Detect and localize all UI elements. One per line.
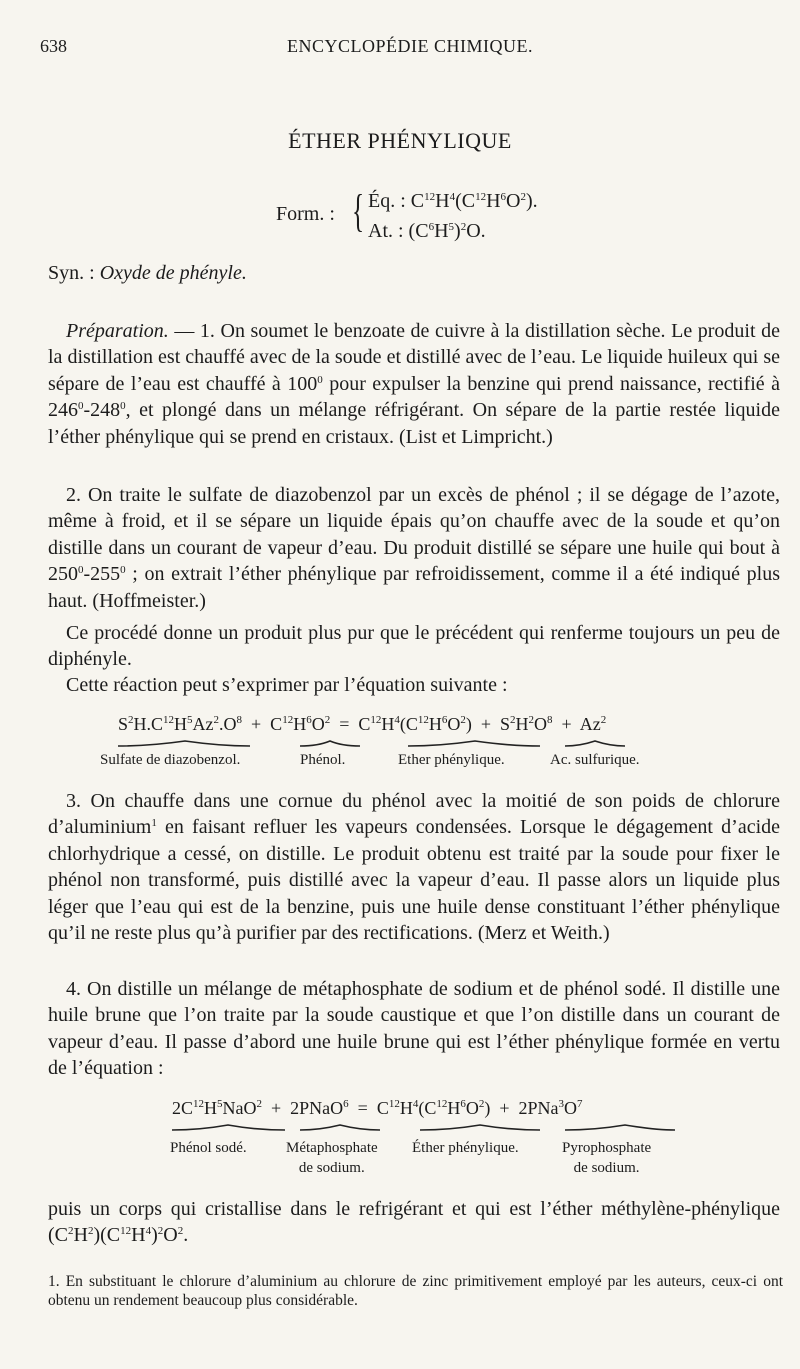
running-title: ENCYCLOPÉDIE CHIMIQUE. (287, 36, 533, 56)
formula-equivalent: Éq. : $C^{12}H^4(C^{12}H^6O^2)$. (368, 190, 538, 212)
equation-1-label-3: Ether phénylique. (398, 752, 505, 768)
paragraph-equation-intro: Cette réaction peut s’exprimer par l’équation suivante : (66, 674, 508, 696)
method-1-text: — 1. On soumet le benzoate de cuivre à la distillation sèche. Le produit de la distillation est chauffé avec de la soude et distillé avec de l’eau. Le liquide huileux qui se sépare de l’eau est chauffé à $100^0$ pour expulser la benzine qui prend naissance, rectifié à $246^0-248^0$, et plongé dans un mélange réfrigérant. On sépare de la partie restée liquide l’éther phénylique qui se prend en cristaux. (List et Limpricht.) (48, 320, 780, 448)
paragraph-method-2: 2. On traite le sulfate de diazobenzol par un excès de phénol ; il se dégage de l’azote, même à froid, et il se sépare un liquide épais qu’on chauffe avec de la soude et qu’on distille dans un courant de vapeur d’eau. Du produit distillé se sépare une huile qui bout à $250^0-255^0$ ; on extrait l’éther phénylique par refroidissement, comme il a été indiqué plus haut. (Hoffmeister.) (48, 484, 780, 612)
formula-label: Form. : (276, 203, 335, 225)
paragraph-method-1 (48, 318, 780, 450)
section-title: ÉTHER PHÉNYLIQUE (288, 128, 512, 153)
formula-brace: { (352, 185, 365, 236)
equation-1-label-4: Ac. sulfurique. (550, 752, 640, 768)
brace-2 (300, 741, 360, 746)
synonym-label: Syn. : (48, 262, 95, 284)
brace-1 (172, 1125, 285, 1130)
page-header (40, 36, 780, 60)
equation-1-braces (0, 738, 800, 752)
synonym-value: Oxyde de phényle. (99, 262, 247, 284)
brace-2 (300, 1125, 380, 1130)
equation-2: $2C^{12}H^5NaO^2$ + 2PNaO$^6$ = $C^{12}H^4(C^{12}H^6O^2) + 2PNa^3O^7$ (172, 1098, 583, 1118)
brace-4 (565, 1125, 675, 1130)
paragraph-byproduct: puis un corps qui cristallise dans le refrigérant et qui est l’éther méthylène-phénylique $(C^2H^2)(C^{12}H^4)^2O^2$. (48, 1198, 780, 1247)
footnote: 1. En substituant le chlorure d’aluminium au chlorure de zinc primitivement employé par les auteurs, ceux-ci ont obtenu un rendement beaucoup plus considérable. (48, 1273, 783, 1309)
equation-2-label-2: Métaphosphate de sodium. (286, 1140, 378, 1176)
equation-2-braces (0, 1122, 800, 1136)
synonym-line (48, 262, 247, 285)
equation-2-label-4: Pyrophosphate de sodium. (562, 1140, 652, 1176)
formula-atomic: At. : $(C^6H^5)^2O$. (368, 220, 486, 242)
equation-1-label-1: Sulfate de diazobenzol. (100, 752, 241, 768)
brace-3 (408, 741, 540, 746)
preparation-heading: Préparation. (66, 320, 169, 342)
equation-1: $S^2H.C^{12}H^5Az^2.O^8 + C^{12}H^6O^2 = C^{12}H^4(C^{12}H^6O^2) + S^2H^2O^8 + Az^2$ (118, 714, 607, 734)
paragraph-purity: Ce procédé donne un produit plus pur que le précédent qui renferme toujours un peu de diphényle. (48, 622, 780, 671)
paragraph-method-4: 4. On distille un mélange de métaphosphate de sodium et de phénol sodé. Il distille une huile brune que l’on traite par la soude caustique et que l’on distille dans un courant de vapeur d’eau. Il passe d’abord une huile brune qui est l’éther phénylique formée en vertu de l’équation : (48, 978, 780, 1080)
equation-1-label-2: Phénol. (300, 752, 346, 768)
paragraph-method-3: 3. On chauffe dans une cornue du phénol avec la moitié de son poids de chlorure d’aluminium$^1$ en faisant refluer les vapeurs condensées. Lorsque le dégagement d’acide chlorhydrique a cessé, on distille. Le produit obtenu est traité par la soude pour fixer le phénol non transformé, puis distillé avec la vapeur d’eau. Il passe alors un liquide plus léger que l’eau qui est de la benzine, puis une huile dense constituant l’éther phénylique qu’il ne reste plus qu’à purifier par des rectifications. (Merz et Weith.) (48, 790, 780, 945)
brace-4 (565, 741, 625, 746)
page-number: 638 (40, 36, 67, 56)
brace-3 (420, 1125, 540, 1130)
brace-1 (118, 741, 250, 746)
equation-2-label-1: Phénol sodé. (170, 1140, 247, 1156)
equation-2-label-3: Éther phénylique. (412, 1140, 519, 1156)
